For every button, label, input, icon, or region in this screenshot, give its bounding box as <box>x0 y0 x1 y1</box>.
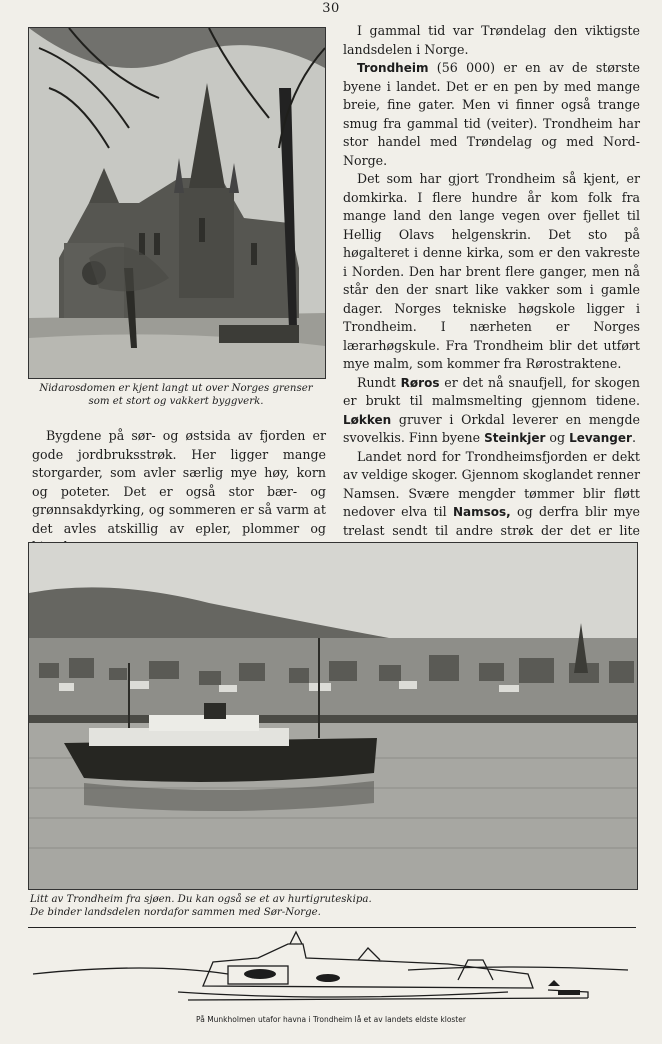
place-steinkjer: Steinkjer <box>484 431 546 445</box>
cathedral-photo <box>28 27 326 379</box>
place-namsos: Namsos, <box>452 505 511 519</box>
right-paragraph-1: I gammal tid var Trøndelag den viktigste landsdelen i Norge. <box>343 23 640 57</box>
place-levanger: Levanger <box>569 431 632 445</box>
right-paragraph-2: Trondheim (56 000) er en av de største byene i landet. Det er en pen by med mange breie, fine gater. Men vi finner også trange smug fra gammal tid (veiter). Trondheim har stor handel med Trøndelag og med Nord-Norge. <box>343 60 640 168</box>
harbour-caption <box>30 893 630 919</box>
harbour-photo <box>28 542 638 890</box>
place-roros: Røros <box>400 375 440 390</box>
right-paragraph-4: Rundt Røros er det nå snaufjell, for skogen er brukt til malmsmelting gjennom tidene. Løkken gruver i Orkdal leverer en mengde svovelkis. Finn byene Steinkjer og Levanger. <box>343 374 640 445</box>
harbour-caption-line-2: De binder landsdelen nordafor sammen med Sør-Norge. <box>30 907 321 918</box>
place-lokken: Løkken <box>343 412 392 427</box>
right-paragraph-5: Landet nord for Trondheimsfjorden er dekt av veldige skoger. Gjennom skoglandet renner Namsen. Svære mengder tømmer blir fløtt nedover elva til Namsos, og derfra blir mye trelast sendt til andre strøk der det er lite <box>343 448 641 538</box>
divider-rule <box>28 927 636 928</box>
right-paragraph-3: Det som har gjort Trondheim så kjent, er domkirka. I flere hundre år kom folk fra mange land den lange vegen over fjellet til Hellig Olavs helgenskrin. Det sto på høgalteret i denne kirka, som er den vakreste i Norden. Den har brent flere ganger, men nå står den der snart like vakker som i gamle dager. Norges tekniske høgskole ligger i Trondheim. I nærheten er Norges lærarhøgskule. Fra Trondheim blir det utført mye malm, som kommer fra Rørostraktene. <box>343 171 640 371</box>
left-column-text <box>32 427 326 557</box>
place-trondheim: Trondheim <box>357 61 429 75</box>
harbour-caption-line-1: Litt av Trondheim fra sjøen. Du kan også se et av hurtigruteskipa. <box>30 894 372 905</box>
right-column-text <box>343 22 640 559</box>
left-paragraph: Bygdene på sør- og østsida av fjorden er gode jordbruksstrøk. Her ligger mange storgarder, som avler særlig mye høy, korn og poteter. Det er også stor bær- og grønnsakdyrking, og sommeren er så varm at det avles atskillig av epler, plommer og <box>32 428 326 536</box>
cathedral-caption: Nidarosdomen er kjent langt ut over Norges grenser som et stort og vakkert byggverk. <box>39 383 313 407</box>
page-number: 30 <box>322 1 340 16</box>
sketch-caption: På Munkholmen utafor havna i Trondheim lå et av landets eldste kloster <box>196 1015 466 1024</box>
munkholmen-sketch <box>28 930 636 1016</box>
